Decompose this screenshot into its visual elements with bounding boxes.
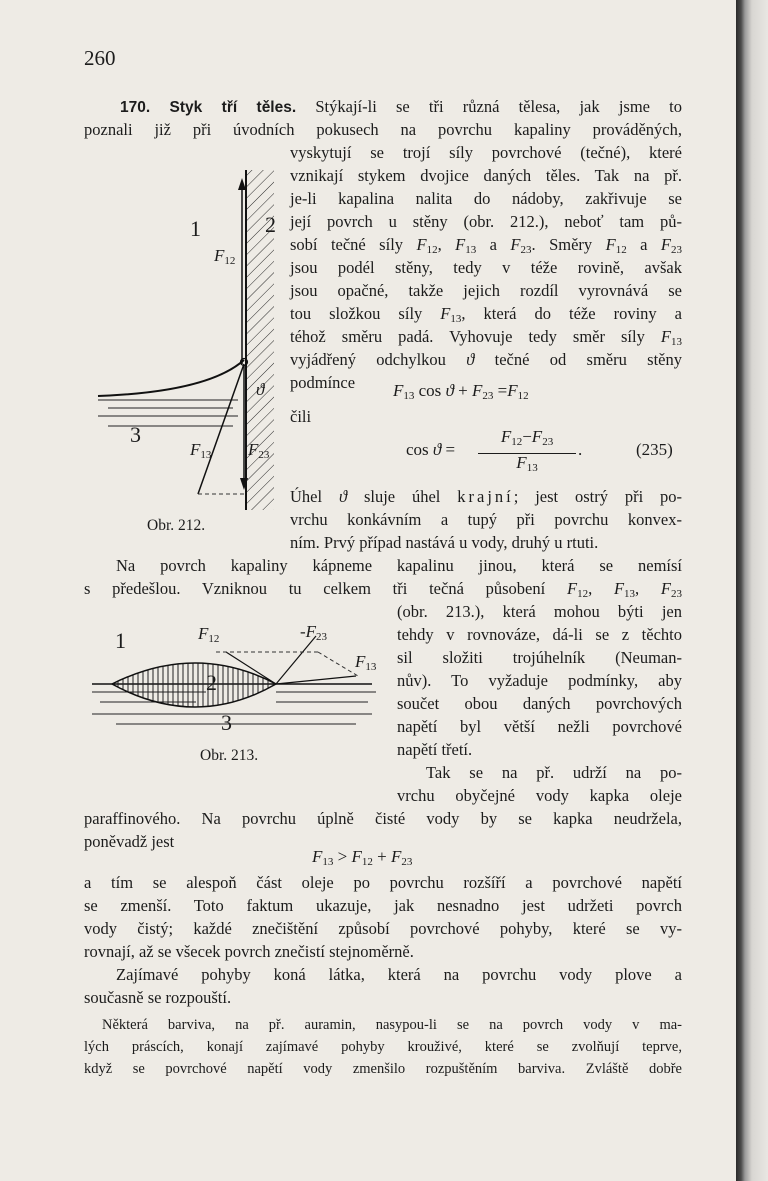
equation-234: F13 cos ϑ + F23 =F12 bbox=[393, 381, 529, 402]
force-f13-arrow bbox=[198, 364, 244, 494]
text-line: vody čistý; každé znečištění způsobí povrchové pohyby, které se vy- bbox=[84, 919, 682, 938]
text-line: rovnají, až se všecek povrch znečistí stejnoměrně. bbox=[84, 942, 414, 961]
text-line: nův). To vyžaduje podmínky, aby bbox=[397, 671, 682, 690]
text-line: tou složkou síly F13, která do téže roviny a bbox=[290, 304, 683, 325]
text-line: a tím se alespoň část oleje po povrchu rozšíří a povrchové napětí bbox=[84, 873, 682, 892]
small-text-line: Některá barviva, na př. auramin, nasypou-li se na povrch vody v ma- bbox=[102, 1017, 682, 1033]
text-line: sobí tečné síly F12, F13 a F23. Směry F12 a F23 bbox=[290, 235, 682, 256]
fig212-label-f13: F13 bbox=[190, 440, 212, 461]
liquid-meniscus bbox=[98, 360, 244, 396]
fig213-label-f13: F13 bbox=[355, 652, 377, 673]
text-line: Tak se na př. udrží na po- bbox=[426, 763, 682, 782]
equation-period: . bbox=[578, 440, 583, 459]
fig213-label-3: 3 bbox=[221, 710, 232, 735]
force-f13-arrow bbox=[276, 676, 356, 684]
text-line: (obr. 213.), která mohou býti jen bbox=[397, 602, 682, 621]
figure-213 bbox=[86, 622, 386, 742]
text-line: paraffinového. Na povrchu úplně čisté vody by se kapka neudržela, bbox=[84, 809, 682, 828]
fig212-label-f12: F12 bbox=[214, 246, 236, 267]
text-line: poznali již při úvodních pokusech na povrchu kapaliny prováděných, bbox=[84, 120, 682, 139]
small-text-line: když se povrchové napětí vody zmenšilo rozpuštěním barviva. Zvláště dobře bbox=[84, 1061, 682, 1077]
text-line: jsou podél stěny, tedy v téže rovině, avšak bbox=[290, 258, 682, 277]
equation-number: (235) bbox=[636, 440, 673, 459]
fig212-label-1: 1 bbox=[190, 216, 201, 241]
small-text-line: lých práscích, konají zajímavé pohyby krouživé, které se zvolňují teprve, bbox=[84, 1039, 682, 1055]
text-line: poněvadž jest bbox=[84, 832, 175, 851]
text-line: vznikají stykem dvojice daných těles. Tak na př. bbox=[290, 166, 682, 185]
text-line: vyskytují se trojí síly povrchové (tečné), které bbox=[290, 143, 682, 162]
text-line: téhož směru padá. Vyhovuje tedy směr síly F13 bbox=[290, 327, 682, 348]
fig212-label-f23: F23 bbox=[248, 440, 270, 461]
fraction-denominator: F13 bbox=[516, 453, 538, 474]
force-f23-arrow bbox=[276, 636, 316, 684]
section-heading: 170. Styk tří těles. bbox=[120, 99, 297, 116]
inequality: F13 > F12 + F23 bbox=[312, 847, 413, 868]
text-line: Na povrch kapaliny kápneme kapalinu jinou, která se nemísí bbox=[116, 556, 682, 575]
figure-213-caption: Obr. 213. bbox=[200, 747, 259, 764]
text-line: čili bbox=[290, 407, 312, 426]
text-line: vrchu konkávním a tupý při povrchu konvex- bbox=[290, 510, 682, 529]
figure-212 bbox=[88, 164, 290, 514]
text-line: napětí třetí. bbox=[397, 740, 473, 759]
text-line: Zajímavé pohyby koná látka, která na povrchu vody plove a bbox=[116, 965, 682, 984]
fig213-label-2: 2 bbox=[206, 670, 217, 695]
text-line: vrchu obyčejné vody kapka oleje bbox=[397, 786, 682, 805]
text-line: napětí byl větší nežli povrchové bbox=[397, 717, 682, 736]
fig213-label-f12: F12 bbox=[198, 624, 220, 645]
text-line: tehdy v rovnováze, dá-li se z těchto bbox=[397, 625, 682, 644]
fig212-label-3: 3 bbox=[130, 422, 141, 447]
figure-212-caption: Obr. 212. bbox=[147, 517, 206, 534]
fig213-label-neg-f23: -F23 bbox=[300, 622, 328, 643]
text-line: vyjádřený odchylkou ϑ tečné od směru stěny bbox=[290, 350, 682, 369]
text-line: se zmenší. Toto faktum ukazuje, jak nesnadno jest udržeti povrch bbox=[84, 896, 682, 915]
fig213-label-1: 1 bbox=[115, 628, 126, 653]
page-edge-shadow bbox=[736, 0, 768, 1181]
text-line: podmínce bbox=[290, 373, 356, 392]
text-line: je-li kapalina nalita do nádoby, zakřivuje se bbox=[290, 189, 682, 208]
fraction-numerator: F12−F23 bbox=[478, 426, 576, 454]
text-line: 170. Styk tří těles. Stýkají-li se tři různá tělesa, jak jsme to bbox=[120, 97, 683, 116]
text-line: její povrch u stěny (obr. 212.), neboť tam pů- bbox=[290, 212, 682, 231]
text-line: ním. Prvý případ nastává u vody, druhý u rtuti. bbox=[290, 533, 599, 552]
fig212-label-2: 2 bbox=[265, 212, 276, 237]
equation-lhs: cos ϑ = bbox=[406, 440, 456, 459]
fig212-label-theta: ϑ bbox=[256, 380, 265, 399]
text-line: sil složiti trojúhelník (Neuman- bbox=[397, 648, 682, 667]
arrowhead bbox=[238, 178, 246, 190]
page-number: 260 bbox=[84, 46, 116, 70]
text-line: Úhel ϑ sluje úhel krajní; jest ostrý při po- bbox=[290, 487, 683, 506]
text-line: součet obou daných povrchových bbox=[397, 694, 682, 713]
text-line: současně se rozpouští. bbox=[84, 988, 232, 1007]
oil-drop-lens bbox=[112, 663, 276, 707]
text-line: jsou opačné, takže jejich rozdíl vyrovnává se bbox=[290, 281, 682, 300]
text-line: s předešlou. Vzniknou tu celkem tři tečná působení F12, F13, F23 bbox=[84, 579, 682, 600]
